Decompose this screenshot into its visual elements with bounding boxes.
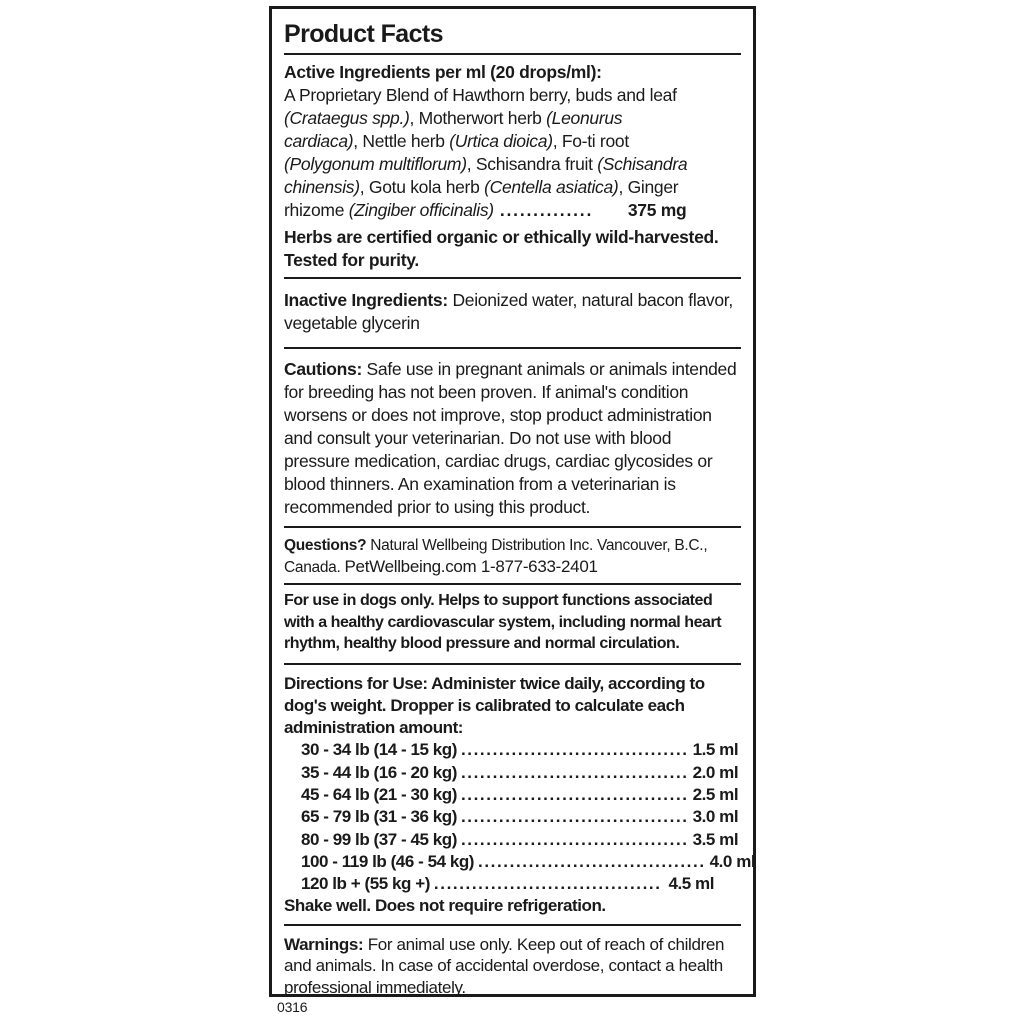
ingredient-text: , Nettle herb	[353, 131, 450, 151]
dosage-amount: 3.5 ml	[692, 829, 739, 849]
lot-code: 0316	[277, 999, 308, 1015]
ingredient-text: , Motherwort herb	[409, 108, 547, 128]
latin-name: (Urtica dioica)	[449, 131, 553, 151]
dosage-row	[301, 762, 739, 784]
ingredient-line	[284, 107, 741, 130]
dosage-weight: 80 - 99 lb (37 - 45 kg)	[301, 829, 457, 849]
questions-label: Questions?	[284, 537, 367, 554]
dosage-weight: 100 - 119 lb (46 - 54 kg)	[301, 851, 475, 871]
active-ingredients-heading: Active Ingredients per ml (20 drops/ml):	[284, 62, 602, 82]
leader-dots: ....................................	[433, 874, 662, 894]
active-ingredients-section	[284, 55, 741, 226]
herbs-note: Herbs are certified organic or ethically wild-harvested. Tested for purity.	[284, 226, 741, 279]
ingredient-text: A Proprietary Blend of Hawthorn berry, buds and leaf	[284, 85, 677, 105]
dosage-row	[301, 851, 756, 873]
directions-intro: Directions for Use: Administer twice daily, according to dog's weight. Dropper is calibrated to calculate each administration amount:	[284, 673, 705, 738]
latin-name: (Centella asiatica)	[484, 177, 619, 197]
cautions-text: Safe use in pregnant animals or animals intended for breeding has not been proven. If animal's condition worsens or does not improve, stop product administration and consult your veterinarian. Do not use with blood pressure medication, cardiac drugs, cardiac glycosides or blood thinners. An examination from a veterinarian is recommended prior to using this product.	[284, 359, 737, 517]
dosage-table	[301, 739, 756, 895]
latin-name: (Polygonum multiflorum)	[284, 154, 467, 174]
product-facts-panel	[269, 6, 756, 997]
warnings-text: For animal use only. Keep out of reach of children and animals. In case of accidental overdose, contact a health professional immediately.	[284, 934, 725, 997]
leader-dots: ..............	[499, 200, 594, 220]
dosage-amount: 1.5 ml	[692, 740, 739, 760]
shake-note: Shake well. Does not require refrigeration.	[284, 896, 606, 916]
inactive-ingredients-section	[284, 279, 741, 349]
active-last-ingredient	[284, 199, 494, 222]
ingredient-text: , Fo-ti root	[552, 131, 629, 151]
leader-dots: ....................................	[460, 807, 689, 827]
dosage-amount: 3.0 ml	[692, 807, 739, 827]
use-statement: For use in dogs only. Helps to support functions associated with a healthy cardiovascular system, including normal heart rhythm, healthy blood pressure and normal circulation.	[284, 585, 741, 665]
dosage-weight: 30 - 34 lb (14 - 15 kg)	[301, 740, 457, 760]
warnings-section	[284, 926, 741, 999]
directions-section	[284, 665, 756, 926]
dosage-row	[301, 806, 739, 828]
leader-dots: ....................................	[460, 762, 689, 782]
dosage-row	[301, 784, 739, 806]
inactive-label: Inactive Ingredients:	[284, 290, 448, 310]
leader-dots: ....................................	[460, 740, 689, 760]
cautions-label: Cautions:	[284, 359, 362, 379]
dosage-weight: 120 lb + (55 kg +)	[301, 874, 430, 894]
latin-name: (Zingiber officinalis)	[348, 200, 494, 220]
dosage-amount: 4.5 ml	[668, 874, 714, 894]
latin-name: (Schisandra	[597, 154, 688, 174]
website-link[interactable]: PetWellbeing.com	[344, 557, 477, 576]
dosage-row	[301, 829, 739, 851]
dosage-amount: 2.5 ml	[692, 784, 739, 804]
ingredient-line	[284, 153, 741, 176]
latin-name: chinensis)	[284, 177, 360, 197]
dosage-row	[301, 873, 714, 895]
cautions-section	[284, 349, 741, 528]
dosage-weight: 65 - 79 lb (31 - 36 kg)	[301, 807, 457, 827]
latin-name: (Leonurus	[546, 108, 623, 128]
latin-name: (Crataegus spp.)	[284, 108, 410, 128]
phone-number: 1-877-633-2401	[476, 557, 598, 576]
questions-section	[284, 528, 741, 585]
warnings-label: Warnings:	[284, 934, 364, 954]
leader-dots: ....................................	[478, 851, 706, 871]
dosage-weight: 35 - 44 lb (16 - 20 kg)	[301, 762, 457, 782]
ingredient-line	[284, 176, 741, 199]
ingredient-text: , Ginger	[618, 177, 679, 197]
latin-name: cardiaca)	[284, 131, 354, 151]
leader-dots: ....................................	[460, 784, 689, 804]
ingredient-text: rhizome	[284, 200, 349, 220]
ingredient-line	[284, 130, 741, 153]
ingredient-line	[284, 84, 741, 107]
ingredient-text: , Schisandra fruit	[466, 154, 598, 174]
dosage-weight: 45 - 64 lb (21 - 30 kg)	[301, 784, 457, 804]
dosage-amount: 2.0 ml	[692, 762, 739, 782]
active-ingredients-list	[284, 84, 741, 199]
leader-dots: ....................................	[460, 829, 689, 849]
active-amount: 375 mg	[627, 200, 687, 220]
inactive-text: Deionized water, natural bacon flavor, vegetable glycerin	[284, 290, 733, 333]
dosage-row	[301, 739, 739, 761]
panel-title: Product Facts	[284, 17, 741, 55]
active-amount-line	[284, 199, 741, 222]
ingredient-text: , Gotu kola herb	[359, 177, 485, 197]
dosage-amount: 4.0 ml	[709, 851, 756, 871]
company-info: Natural Wellbeing Distribution Inc. Vancouver, B.C., Canada.	[284, 537, 708, 576]
